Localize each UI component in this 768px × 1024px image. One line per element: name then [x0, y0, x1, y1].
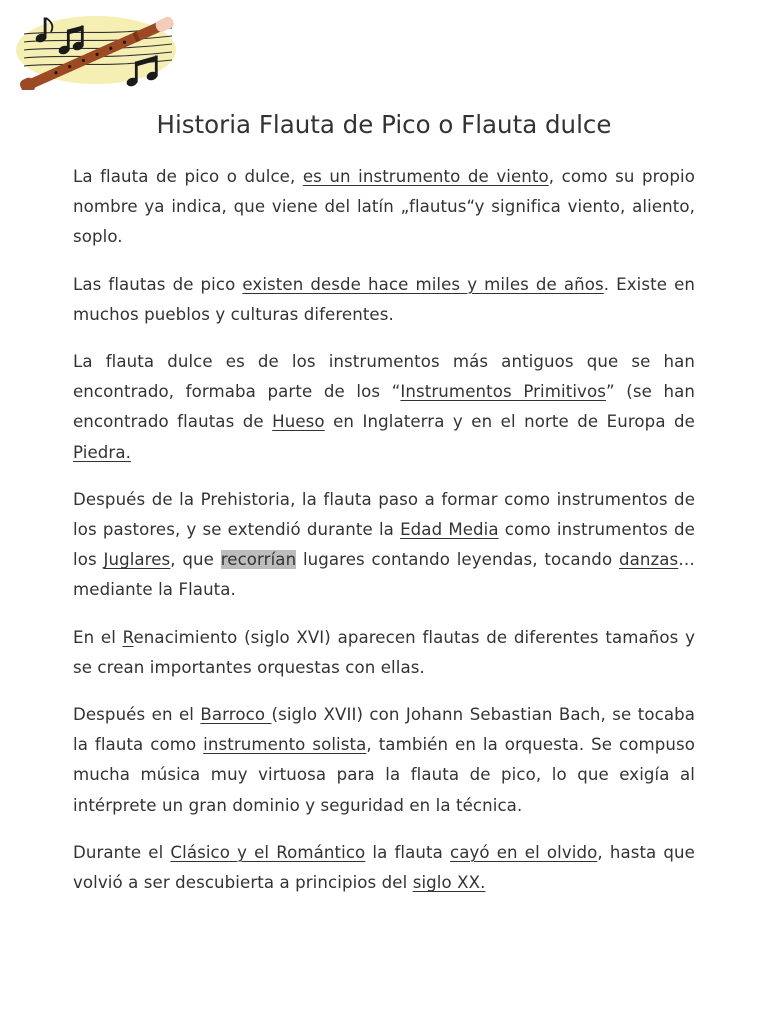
text-run: como instrumentos de los	[73, 520, 695, 570]
paragraph	[73, 270, 695, 330]
text-run: (siglo XVII) con Johann Sebastian Bach, se tocaba la flauta como	[73, 705, 695, 755]
underlined-text: Piedra.	[73, 442, 131, 462]
text-run: Después en el	[73, 705, 201, 725]
text-run: , hasta que volvió a ser descubierta a principios del	[73, 842, 695, 893]
paragraph	[73, 838, 695, 898]
underlined-text: Juglares	[103, 550, 171, 570]
paragraph	[73, 347, 695, 468]
underlined-text: Instrumentos Primitivos	[400, 382, 606, 402]
text-run: la flauta	[365, 842, 450, 862]
underlined-text: Hueso	[272, 412, 325, 432]
text-run: En el	[73, 627, 123, 647]
text-run: , también en la orquesta. Se compuso mucha música muy virtuosa para la flauta de pico, lo que exigía al intérprete un gran dominio y seguridad en la técnica.	[73, 735, 695, 815]
text-run: . Existe en muchos pueblos y culturas diferentes.	[73, 274, 695, 324]
text-run: en Inglaterra y en el norte de Europa de	[324, 412, 695, 432]
underlined-text: Edad Media	[400, 520, 499, 540]
text-run: La flauta dulce es de los instrumentos más antiguos que se han encontrado, formaba parte de los “	[73, 352, 695, 402]
text-run: Después de la Prehistoria, la flauta paso a formar como instrumentos de los pastores, y se extendió durante la	[73, 489, 695, 540]
underlined-text: danzas	[618, 550, 679, 570]
underlined-text: Clásico y el Romántico	[170, 842, 366, 862]
text-run: enacimiento (siglo XVI) aparecen flautas de diferentes tamaños y se crean importantes orquestas con ellas.	[73, 627, 695, 677]
underlined-text: instrumento solista	[203, 735, 367, 755]
text-run: ” (se han encontrado flautas de	[73, 382, 696, 432]
underlined-text: R	[122, 627, 134, 647]
underlined-text: Barroco	[200, 705, 272, 725]
underlined-text: siglo XX.	[412, 873, 486, 893]
underlined-text: cayó en el olvido	[449, 842, 598, 862]
text-run: Durante el	[73, 842, 171, 862]
underlined-text: es un instrumento de viento	[302, 167, 549, 186]
highlighted-text: recorrían	[220, 550, 297, 570]
underlined-text: existen desde hace miles y miles de años	[242, 274, 604, 294]
recorder-music-notes-icon	[12, 10, 184, 90]
text-run: lugares contando leyendas, tocando	[296, 550, 619, 570]
text-run: , que	[170, 550, 221, 570]
text-run: …mediante la Flauta.	[73, 550, 695, 600]
paragraph	[73, 162, 695, 253]
text-run: , como su propio nombre ya indica, que viene del latín „flautus“y significa viento, aliento, soplo.	[73, 167, 695, 247]
paragraph	[73, 700, 695, 821]
text-run: Las flautas de pico	[73, 274, 243, 294]
paragraph	[73, 485, 695, 606]
document-body	[73, 162, 695, 915]
paragraph	[73, 623, 695, 683]
document-title: Historia Flauta de Pico o Flauta dulce	[156, 110, 612, 139]
text-run: La flauta de pico o dulce,	[73, 167, 303, 186]
